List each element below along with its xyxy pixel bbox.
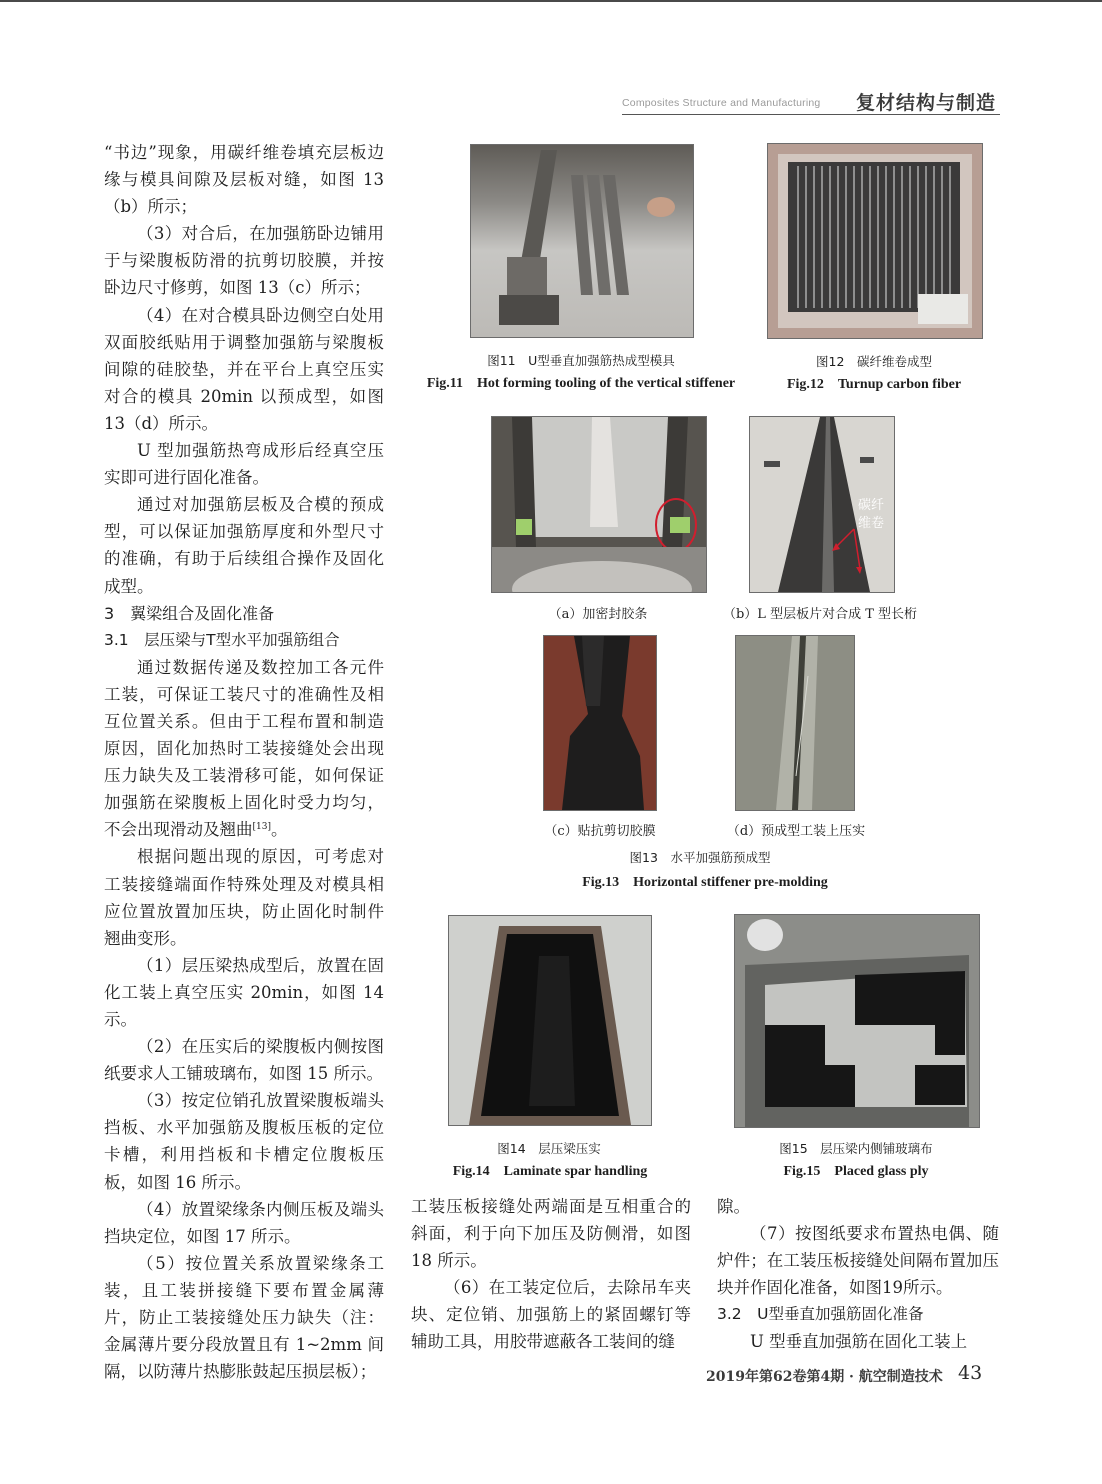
section-heading: 3 翼梁组合及固化准备: [104, 603, 275, 623]
fig12-caption-en: Fig.12 Turnup carbon fiber: [786, 377, 962, 392]
fig15-photo: [734, 914, 980, 1128]
fig13c-caption: （c）贴抗剪切胶膜: [544, 824, 656, 839]
paragraph: 工装压板接缝处两端面是互相重合的斜面，利于向下加压及防侧滑，如图 18 所示。: [411, 1197, 691, 1271]
compaction-illustration: [736, 636, 854, 810]
paragraph: “书边”现象，用碳纤维卷填充层板边缘与模具间隙及层板对缝，如图 13（b）所示；: [104, 143, 384, 217]
journal-name-en: Composites Structure and Manufacturing: [622, 97, 821, 109]
paragraph: （2）在压实后的梁腹板内侧按图纸要求人工铺玻璃布，如图 15 所示。: [104, 1037, 384, 1084]
t-stringer-illustration: [750, 417, 894, 592]
fig13c-photo: [543, 635, 657, 811]
fig13d-photo: [735, 635, 855, 811]
fig15-caption-cn: 图15 层压梁内侧铺玻璃布: [779, 1141, 933, 1156]
carbon-roll-label-1: 碳纤: [858, 498, 885, 513]
page-number: 43: [958, 1362, 983, 1384]
header-rule: [622, 114, 1000, 115]
paragraph: 隙。: [717, 1197, 750, 1216]
paragraph: （6）在工装定位后，去除吊车夹块、定位销、加强筋上的紧固螺钉等辅助工具，用胶带遮蔽各工装间的缝: [411, 1278, 691, 1352]
paragraph: （4）在对合模具卧边侧空白处用双面胶纸贴用于调整加强筋与梁腹板间隙的硅胶垫，并在平台上真空压实对合的模具 20min 以预成型，如图 13（d）所示。: [104, 305, 384, 433]
middle-column: [411, 1193, 691, 1356]
paragraph: （3）对合后，在加强筋卧边铺用于与梁腹板防滑的抗剪切胶膜，并按卧边尺寸修剪，如图 13（c）所示；: [104, 224, 384, 298]
fig13d-caption: （d）预成型工装上压实: [726, 824, 866, 839]
fig14-photo: [448, 915, 652, 1126]
fig12-caption-cn: 图12 碳纤维卷成型: [816, 354, 932, 369]
citation: [13]: [252, 822, 271, 833]
shear-film-illustration: [544, 636, 656, 810]
glass-ply-illustration: [735, 915, 979, 1127]
issue-info: 2019年第62卷第4期 · 航空制造技术: [706, 1369, 943, 1385]
fig11-caption-cn: 图11 U型垂直加强筋热成型模具: [487, 353, 675, 368]
fig13-caption-cn: 图13 水平加强筋预成型: [629, 850, 771, 865]
paragraph: 根据问题出现的原因，可考虑对工装接缝端面作特殊处理及对模具相应位置放置加压块，防止固化时制件翘曲变形。: [104, 847, 384, 948]
subsection-heading: 3.1 层压梁与T型水平加强筋组合: [104, 630, 340, 649]
fig15-caption-en: Fig.15 Placed glass ply: [783, 1164, 929, 1179]
paragraph-text: 。: [270, 820, 288, 840]
paragraph: U 型加强筋热弯成形后经真空压实即可进行固化准备。: [104, 441, 384, 488]
paragraph: （3）按定位销孔放置梁腹板端头挡板、水平加强筋及腹板压板的定位卡槽，利用挡板和卡槽定位腹板压板，如图 16 所示。: [104, 1091, 384, 1192]
paragraph: U 型垂直加强筋在固化工装上: [750, 1332, 968, 1352]
paragraph: （5）按位置关系放置梁缘条工装，且工装拼接缝下要布置金属薄片，防止工装接缝处压力缺失（注：金属薄片要分段放置且有 1~2mm 间隔，以防薄片热膨胀鼓起压损层板）；: [104, 1253, 384, 1382]
carbon-roll-illustration: [768, 144, 982, 338]
fig12-photo: [767, 143, 983, 339]
carbon-roll-label-2: 维卷: [858, 516, 885, 531]
tooling-illustration: [471, 145, 693, 337]
fig14-caption-en: Fig.14 Laminate spar handling: [452, 1164, 648, 1179]
paragraph: （1）层压梁热成型后，放置在固化工装上真空压实 20min，如图 14 示。: [104, 955, 384, 1029]
top-border: [0, 0, 1102, 2]
fig13b-photo: [749, 416, 895, 593]
fig13b-caption: （b）L 型层板片对合成 T 型长桁: [722, 607, 918, 622]
paragraph: （7）按图纸要求布置热电偶、随炉件；在工装压板接缝处间隔布置加压块并作固化准备，如图19所示。: [717, 1224, 999, 1298]
fig13-caption-en: Fig.13 Horizontal stiffener pre-molding: [582, 875, 828, 890]
paragraph-text: 通过数据传递及数控加工各元件工装，可保证工装尺寸的准确性及相互位置关系。但由于工程布置和制造原因，固化加热时工装接缝处会出现压力缺失及工装滑移可能，如何保证加强筋在梁腹板上固化时受力均匀，不会出现滑动及翘曲: [104, 657, 384, 840]
paragraph: （4）放置梁缘条内侧压板及端头挡块定位，如图 17 所示。: [104, 1199, 384, 1246]
fig11-photo: [470, 144, 694, 338]
left-column: [104, 139, 384, 1385]
paragraph: 通过对加强筋层板及合模的预成型，可以保证加强筋厚度和外型尺寸的准确，有助于后续组合操作及固化成型。: [104, 495, 384, 596]
journal-name-cn: 复材结构与制造: [856, 92, 997, 114]
fig11-caption-en: Fig.11 Hot forming tooling of the vertical stiffener: [426, 376, 736, 391]
fig14-caption-cn: 图14 层压梁压实: [497, 1141, 601, 1156]
subsection-heading: 3.2 U型垂直加强筋固化准备: [717, 1305, 924, 1324]
right-column: [717, 1193, 999, 1356]
paragraph: [104, 654, 384, 844]
laminate-spar-illustration: [449, 916, 651, 1125]
sealant-strip-illustration: [492, 417, 706, 592]
fig13a-photo: [491, 416, 707, 593]
fig13a-caption: （a）加密封胶条: [548, 607, 648, 622]
